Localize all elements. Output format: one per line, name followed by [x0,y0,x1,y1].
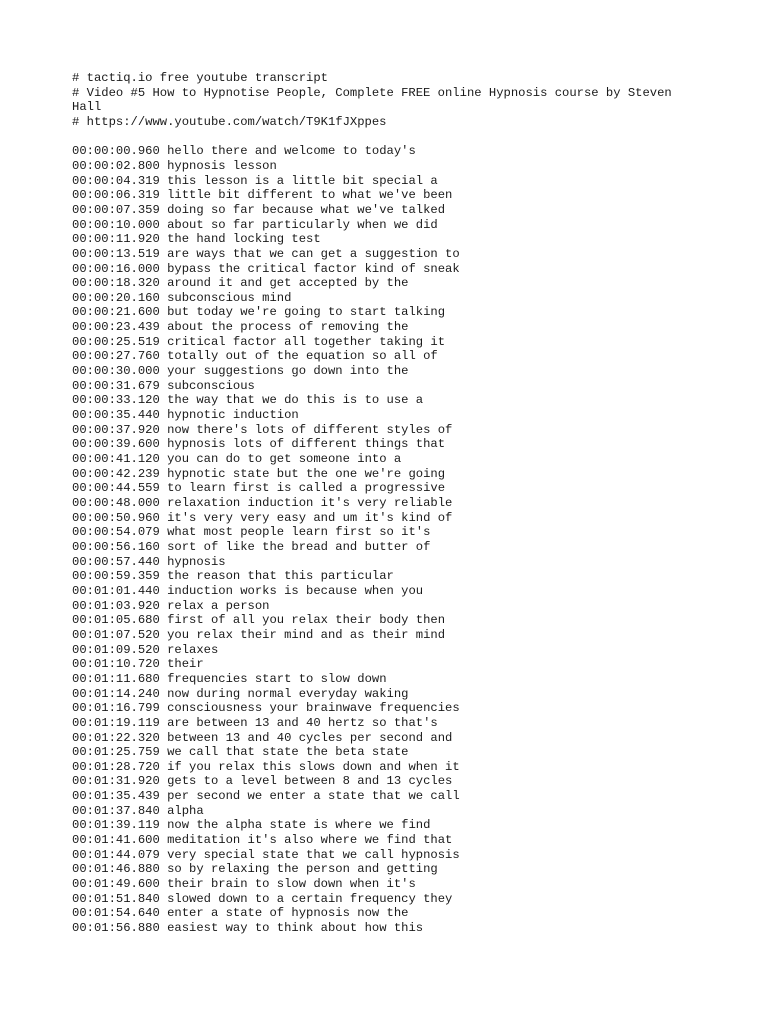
transcript-line [72,232,702,247]
caption-text: hypnosis lots of different things that [167,437,446,452]
caption-text: hypnosis [167,554,226,569]
timestamp: 00:00:30.000 [72,364,160,379]
header-spacer [72,130,702,145]
caption-text: relaxes [167,642,219,657]
timestamp: 00:01:56.880 [72,921,160,936]
transcript-line [72,789,702,804]
transcript-line [72,657,702,672]
caption-text: consciousness your brainwave frequencies [167,701,460,716]
transcript-line [72,511,702,526]
caption-text: around it and get accepted by the [167,276,409,291]
timestamp: 00:00:33.120 [72,393,160,408]
transcript-line [72,892,702,907]
caption-text: gets to a level between 8 and 13 cycles [167,774,453,789]
timestamp: 00:01:49.600 [72,877,160,892]
transcript-line [72,291,702,306]
timestamp: 00:01:14.240 [72,686,160,701]
transcript-line [72,262,702,277]
timestamp: 00:00:11.920 [72,232,160,247]
transcript-line [72,774,702,789]
timestamp: 00:00:42.239 [72,466,160,481]
transcript-line [72,525,702,540]
transcript-line [72,862,702,877]
transcript-line [72,569,702,584]
caption-text: hypnotic state but the one we're going [167,466,446,481]
timestamp: 00:01:03.920 [72,598,160,613]
caption-text: the way that we do this is to use a [167,393,424,408]
transcript-list [72,144,702,935]
transcript-line [72,467,702,482]
timestamp: 00:00:57.440 [72,554,160,569]
caption-text: sort of like the bread and butter of [167,539,431,554]
transcript-line [72,335,702,350]
caption-text: it's very very easy and um it's kind of [167,510,453,525]
transcript-line [72,628,702,643]
header-source-line: # tactiq.io free youtube transcript [72,71,328,85]
transcript-line [72,247,702,262]
caption-text: subconscious mind [167,290,292,305]
transcript-line [72,364,702,379]
transcript-line [72,174,702,189]
transcript-line [72,599,702,614]
caption-text: slowed down to a certain frequency they [167,891,453,906]
caption-text: their [167,657,204,672]
transcript-line [72,833,702,848]
transcript-line [72,144,702,159]
caption-text: about the process of removing the [167,320,409,335]
caption-text: your suggestions go down into the [167,364,409,379]
caption-text: enter a state of hypnosis now the [167,906,409,921]
timestamp: 00:01:22.320 [72,730,160,745]
caption-text: relax a person [167,598,270,613]
caption-text: hypnotic induction [167,408,299,423]
timestamp: 00:00:48.000 [72,496,160,511]
transcript-line [72,921,702,936]
timestamp: 00:00:27.760 [72,349,160,364]
timestamp: 00:01:16.799 [72,701,160,716]
transcript-line [72,818,702,833]
transcript-line [72,349,702,364]
caption-text: so by relaxing the person and getting [167,862,438,877]
caption-text: now the alpha state is where we find [167,818,431,833]
caption-text: hello there and welcome to today's [167,144,416,159]
timestamp: 00:01:41.600 [72,833,160,848]
transcript-line [72,760,702,775]
timestamp: 00:00:00.960 [72,144,160,159]
transcript-line [72,804,702,819]
timestamp: 00:00:13.519 [72,246,160,261]
caption-text: are between 13 and 40 hertz so that's [167,715,438,730]
transcript-line [72,584,702,599]
caption-text: per second we enter a state that we call [167,789,460,804]
timestamp: 00:01:35.439 [72,789,160,804]
timestamp: 00:00:37.920 [72,422,160,437]
caption-text: meditation it's also where we find that [167,833,453,848]
transcript-line [72,218,702,233]
transcript-line [72,701,702,716]
transcript-document [72,71,702,936]
timestamp: 00:00:04.319 [72,173,160,188]
caption-text: frequencies start to slow down [167,671,387,686]
timestamp: 00:01:54.640 [72,906,160,921]
transcript-line [72,481,702,496]
caption-text: totally out of the equation so all of [167,349,438,364]
timestamp: 00:01:25.759 [72,745,160,760]
caption-text: between 13 and 40 cycles per second and [167,730,453,745]
transcript-line [72,496,702,511]
caption-text: you relax their mind and as their mind [167,627,446,642]
transcript-line [72,540,702,555]
transcript-line [72,203,702,218]
timestamp: 00:01:31.920 [72,774,160,789]
caption-text: what most people learn first so it's [167,525,431,540]
caption-text: bypass the critical factor kind of sneak [167,261,460,276]
header-url: # https://www.youtube.com/watch/T9K1fJXppes [72,114,387,129]
timestamp: 00:01:07.520 [72,627,160,642]
caption-text: about so far particularly when we did [167,217,438,232]
transcript-line [72,877,702,892]
timestamp: 00:00:02.800 [72,158,160,173]
transcript-line [72,613,702,628]
timestamp: 00:01:28.720 [72,759,160,774]
timestamp: 00:01:05.680 [72,613,160,628]
transcript-line [72,672,702,687]
timestamp: 00:00:54.079 [72,525,160,540]
caption-text: easiest way to think about how this [167,921,424,936]
timestamp: 00:01:01.440 [72,583,160,598]
caption-text: are ways that we can get a suggestion to [167,246,460,261]
caption-text: the reason that this particular [167,569,394,584]
timestamp: 00:01:11.680 [72,671,160,686]
timestamp: 00:00:18.320 [72,276,160,291]
caption-text: we call that state the beta state [167,745,409,760]
transcript-line [72,408,702,423]
transcript-line [72,276,702,291]
transcript-line [72,555,702,570]
caption-text: the hand locking test [167,232,321,247]
timestamp: 00:00:06.319 [72,188,160,203]
caption-text: hypnosis lesson [167,158,277,173]
transcript-line [72,305,702,320]
header-video-title: # Video #5 How to Hypnotise People, Complete FREE online Hypnosis course by Steven Hall [72,85,680,115]
timestamp: 00:01:09.520 [72,642,160,657]
caption-text: to learn first is called a progressive [167,481,446,496]
timestamp: 00:00:10.000 [72,217,160,232]
timestamp: 00:00:21.600 [72,305,160,320]
timestamp: 00:01:44.079 [72,847,160,862]
transcript-line [72,437,702,452]
caption-text: first of all you relax their body then [167,613,446,628]
caption-text: now there's lots of different styles of [167,422,453,437]
timestamp: 00:00:59.359 [72,569,160,584]
transcript-line [72,687,702,702]
caption-text: subconscious [167,378,255,393]
timestamp: 00:01:19.119 [72,715,160,730]
timestamp: 00:01:39.119 [72,818,160,833]
transcript-line [72,643,702,658]
timestamp: 00:00:31.679 [72,378,160,393]
timestamp: 00:00:20.160 [72,290,160,305]
caption-text: relaxation induction it's very reliable [167,496,453,511]
timestamp: 00:01:51.840 [72,891,160,906]
timestamp: 00:00:23.439 [72,320,160,335]
transcript-line [72,848,702,863]
transcript-line [72,393,702,408]
caption-text: you can do to get someone into a [167,452,402,467]
caption-text: little bit different to what we've been [167,188,453,203]
timestamp: 00:00:25.519 [72,334,160,349]
timestamp: 00:01:37.840 [72,803,160,818]
caption-text: now during normal everyday waking [167,686,409,701]
timestamp: 00:00:56.160 [72,539,160,554]
timestamp: 00:00:16.000 [72,261,160,276]
transcript-line [72,745,702,760]
transcript-line [72,716,702,731]
timestamp: 00:00:50.960 [72,510,160,525]
transcript-line [72,452,702,467]
caption-text: doing so far because what we've talked [167,202,446,217]
timestamp: 00:00:41.120 [72,452,160,467]
caption-text: their brain to slow down when it's [167,877,416,892]
timestamp: 00:00:07.359 [72,202,160,217]
transcript-line [72,188,702,203]
timestamp: 00:00:44.559 [72,481,160,496]
caption-text: critical factor all together taking it [167,334,446,349]
transcript-line [72,731,702,746]
caption-text: very special state that we call hypnosis [167,847,460,862]
transcript-line [72,906,702,921]
transcript-line [72,423,702,438]
transcript-line [72,379,702,394]
caption-text: this lesson is a little bit special a [167,173,438,188]
caption-text: induction works is because when you [167,583,424,598]
caption-text: if you relax this slows down and when it [167,759,460,774]
timestamp: 00:00:35.440 [72,408,160,423]
timestamp: 00:01:10.720 [72,657,160,672]
transcript-line [72,159,702,174]
caption-text: alpha [167,803,204,818]
transcript-line [72,320,702,335]
timestamp: 00:00:39.600 [72,437,160,452]
timestamp: 00:01:46.880 [72,862,160,877]
caption-text: but today we're going to start talking [167,305,446,320]
